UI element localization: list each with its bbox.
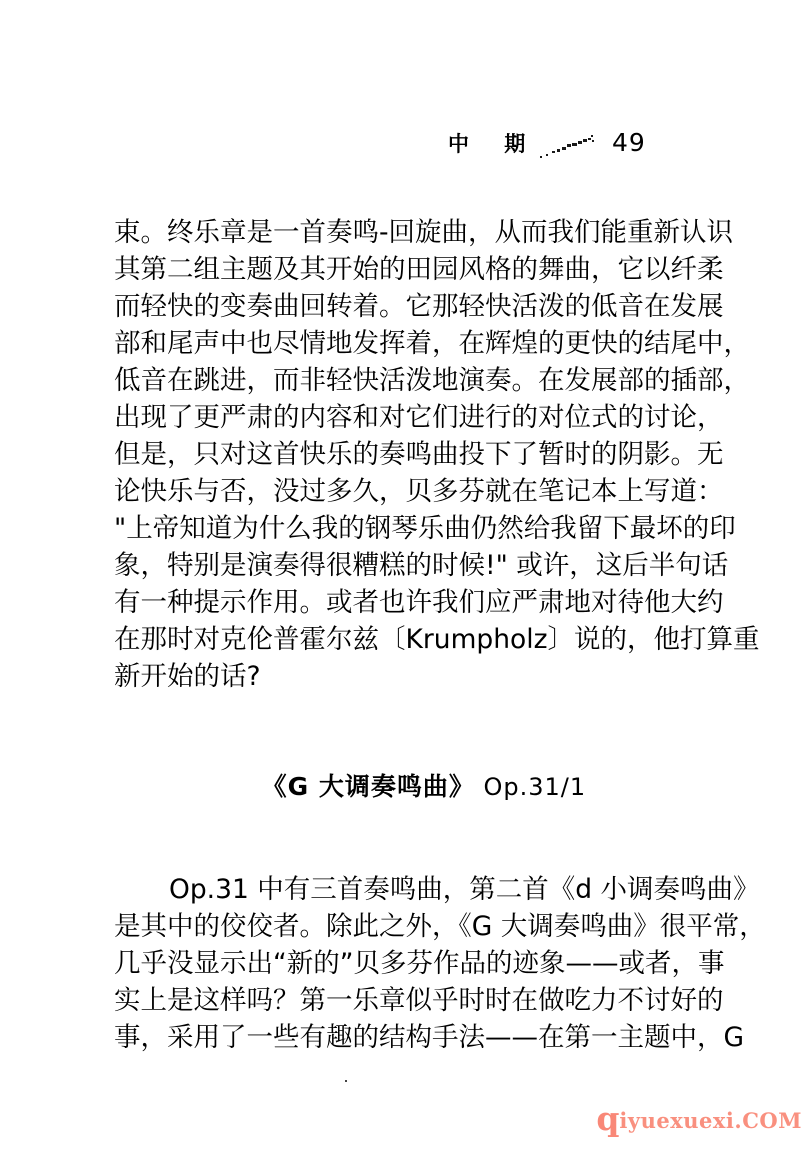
text-line: 几乎没显示出“新的”贝多芬作品的迹象——或者，事 <box>114 948 725 979</box>
text-line: 实上是这样吗？第一乐章似乎时时在做吃力不讨好的 <box>114 985 724 1016</box>
text-line: 象，特别是演奏得很糟糕的时候!" 或许，这后半句话 <box>114 550 729 581</box>
text-line: 而轻快的变奏曲回转着。它那轻快活泼的低音在发展 <box>114 291 724 322</box>
watermark-initial: q <box>596 1099 620 1138</box>
section-heading-work-title: 《G 大调奏鸣曲》 <box>261 772 475 801</box>
scan-smudge-icon <box>534 132 606 166</box>
text-line: 出现了更严肃的内容和对它们进行的对位式的讨论， <box>114 402 724 433</box>
text-line: 在那时对克伦普霍尔兹〔Krumpholz〕说的，他打算重 <box>114 624 760 655</box>
page-content <box>114 214 766 1056</box>
running-header <box>114 128 685 168</box>
page-number: 49 <box>612 128 646 157</box>
text-line: 事，采用了一些有趣的结构手法——在第一主题中，G <box>114 1022 745 1053</box>
paragraph-body <box>114 841 766 1056</box>
text-line: 部和尾声中也尽情地发挥着，在辉煌的更快的结尾中， <box>114 328 750 359</box>
text-line: 低音在跳进，而非轻快活泼地演奏。在发展部的插部， <box>114 365 750 396</box>
header-chapter-title: 中 期 <box>448 132 540 156</box>
text-line: 论快乐与否，没过多久，贝多芬就在笔记本上写道： <box>114 476 724 507</box>
text-line: "上帝知道为什么我的钢琴乐曲仍然给我留下最坏的印 <box>114 513 736 544</box>
text-line: 其第二组主题及其开始的田园风格的舞曲，它以纤柔 <box>114 254 724 285</box>
text-line: 新开始的话? <box>114 661 261 692</box>
paragraph-continuation <box>114 214 760 695</box>
scan-speck <box>345 1080 347 1082</box>
watermark-domain: iyuexuexi.COM <box>619 1108 802 1133</box>
text-line: 但是，只对这首快乐的奏鸣曲投下了暂时的阴影。无 <box>114 439 724 470</box>
text-line: Op.31 中有三首奏鸣曲，第二首《d 小调奏鸣曲》 <box>169 874 760 905</box>
section-heading <box>114 695 688 841</box>
section-heading-opus: Op.31/1 <box>474 773 587 801</box>
site-watermark <box>576 1068 802 1174</box>
text-line: 有一种提示作用。或者也许我们应严肃地对待他大约 <box>114 587 724 618</box>
text-line: 束。终乐章是一首奏鸣-回旋曲，从而我们能重新认识 <box>114 217 734 248</box>
text-line: 是其中的佼佼者。除此之外，《G 大调奏鸣曲》很平常， <box>114 911 766 942</box>
